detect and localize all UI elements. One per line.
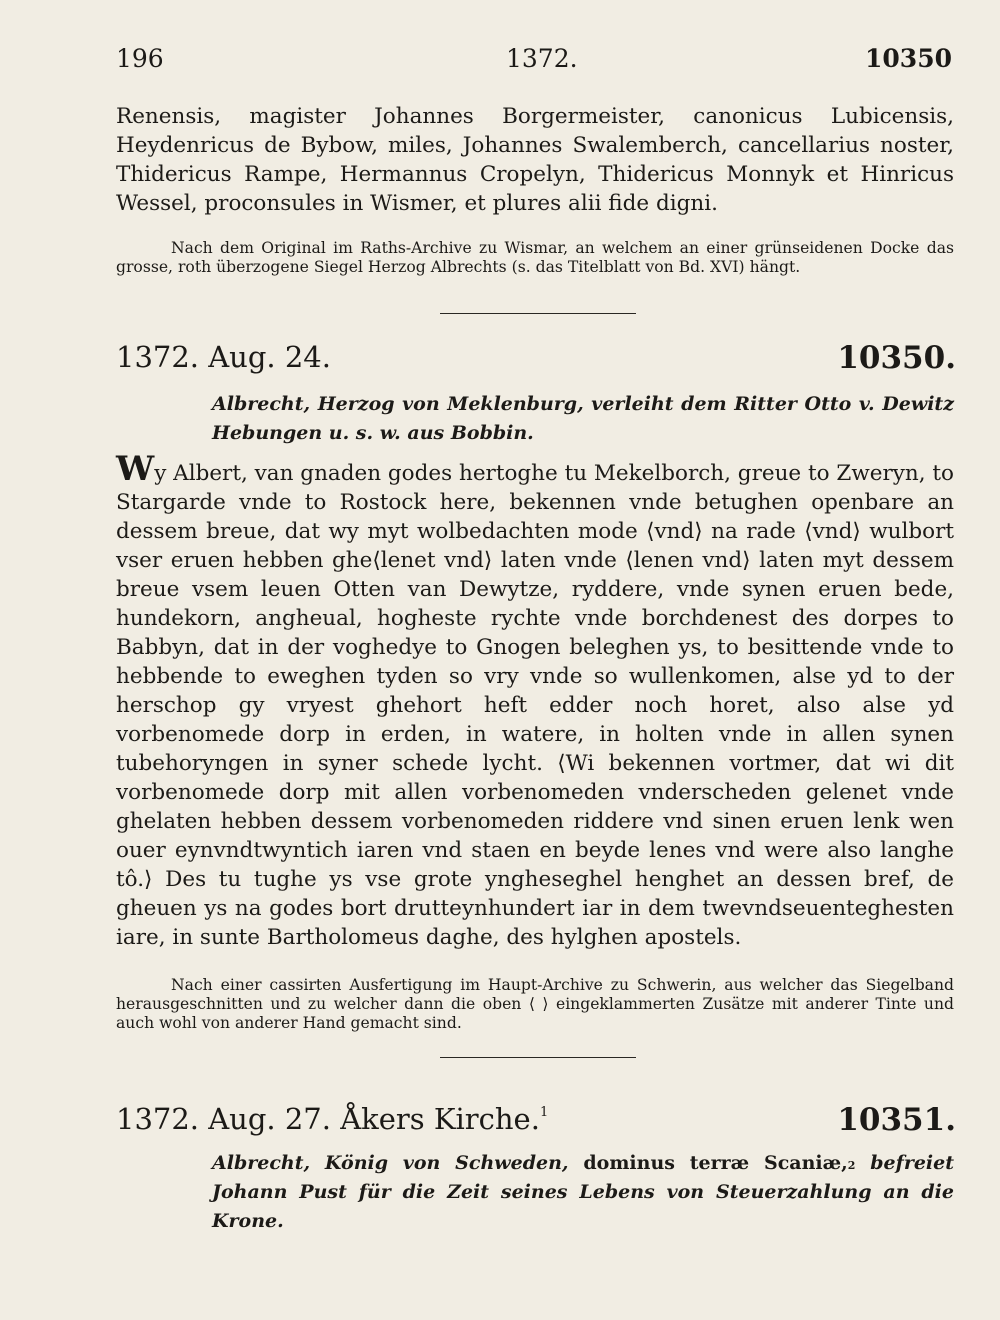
doc-10350-regest [212,390,954,448]
doc-10351-heading [116,1102,956,1144]
doc-10350-note [116,976,954,1033]
doc-10350-number: 10350. [837,340,956,376]
intro-text [116,102,954,218]
doc-10351-number: 10351. [837,1102,956,1138]
doc-10350-paragraph [116,449,954,952]
running-header [116,44,952,80]
doc-10351-regest-part2: befreiet Johann Pust für die Zeit seines Lebens von Steuerzahlung an die Krone. [212,1152,954,1232]
doc-10350-regest-text: Albrecht, Herzog von Meklenburg, verleiht dem Ritter Otto v. Dewitz Hebungen u. s. w. aus Bobbin. [212,393,954,444]
doc-10351-date [116,1102,548,1136]
doc-10351-regest-part1: Albrecht, König von Schweden, [212,1152,569,1174]
page-number: 196 [116,44,164,73]
doc-10350-body: y Albert, van gnaden godes hertoghe tu Mekelborch, greue to Zweryn, to Stargarde vnde to Rostock here, bekennen vnde betughen openbare an dessem breue, dat wy myt wolbedachten mode ⟨vnd⟩ na rade ⟨vnd⟩ wulbort vser eruen hebben ghe⟨lenet vnd⟩ laten vnde ⟨lenen vnd⟩ laten myt dessem breue vsem leuen Otten van Dewytze, ryddere, vnde synen eruen bede, hundekorn, angheual, hogheste rychte vnde borchdenest des dorpes to Babbyn, dat in der voghedye to Gnogen beleghen ys, to besittende vnde to hebbende to eweghen tyden so vry vnde so wullenkomen, alse yd to der herschop gy vryest ghehort heft edder noch horet, also alse yd vorbenomede dorp in erden, in watere, in holten vnde in allen synen tubehoryngen in syner schede lycht. ⟨Wi bekennen vortmer, dat wi dit vorbenomede dorp mit allen vorbenomeden vnderscheden gelenet vnde ghelaten hebben dessem vorbenomeden riddere vnd sinen eruen lenk wen ouer eynvndtwyntich iaren vnd staen en beyde lenes vnd were also langhe tô.⟩ Des tu tughe ys vse grote yngheseghel henghet an dessen bref, de gheuen ys na godes bort drutteynhundert iar in dem twevndseuenteghesten iare, in sunte Bartholomeus daghe, des hylghen apostels. [116,461,954,950]
doc-10351-regest-roman: dominus terræ Scaniæ, [583,1152,848,1174]
footnote-marker: 2 [847,1159,856,1172]
intro-note [116,239,954,277]
header-document-number: 10350 [865,44,952,73]
intro-paragraph: Renensis, magister Johannes Borgermeister, canonicus Lubicensis, Heydenricus de Bybow, miles, Johannes Swalemberch, cancellarius noster, Thidericus Rampe, Hermannus Cropelyn, Thidericus Monnyk et Hinricus Wessel, proconsules in Wismer, et plures alii fide digni. [116,104,954,216]
doc-10351-regest [212,1149,954,1236]
doc-10350-heading [116,340,956,382]
section-divider [440,1057,636,1058]
intro-note-text: Nach dem Original im Raths-Archive zu Wismar, an welchem an einer grünseidenen Docke das grosse, roth überzogene Siegel Herzog Albrechts (s. das Titelblatt von Bd. XVI) hängt. [116,239,954,276]
footnote-marker: 1 [539,1105,549,1120]
doc-10350-date: 1372. Aug. 24. [116,340,331,374]
drop-initial: W [116,449,155,489]
doc-10350-text [116,449,954,952]
header-year: 1372. [506,44,578,73]
doc-10350-note-text: Nach einer cassirten Ausfertigung im Haupt-Archive zu Schwerin, aus welcher das Siegelband herausgeschnitten und zu welcher dann die oben ⟨ ⟩ eingeklammerten Zusätze mit anderer Tinte und auch wohl von anderer Hand gemacht sind. [116,976,954,1032]
section-divider [440,313,636,314]
doc-10351-date-text: 1372. Aug. 27. Åkers Kirche. [116,1102,540,1136]
